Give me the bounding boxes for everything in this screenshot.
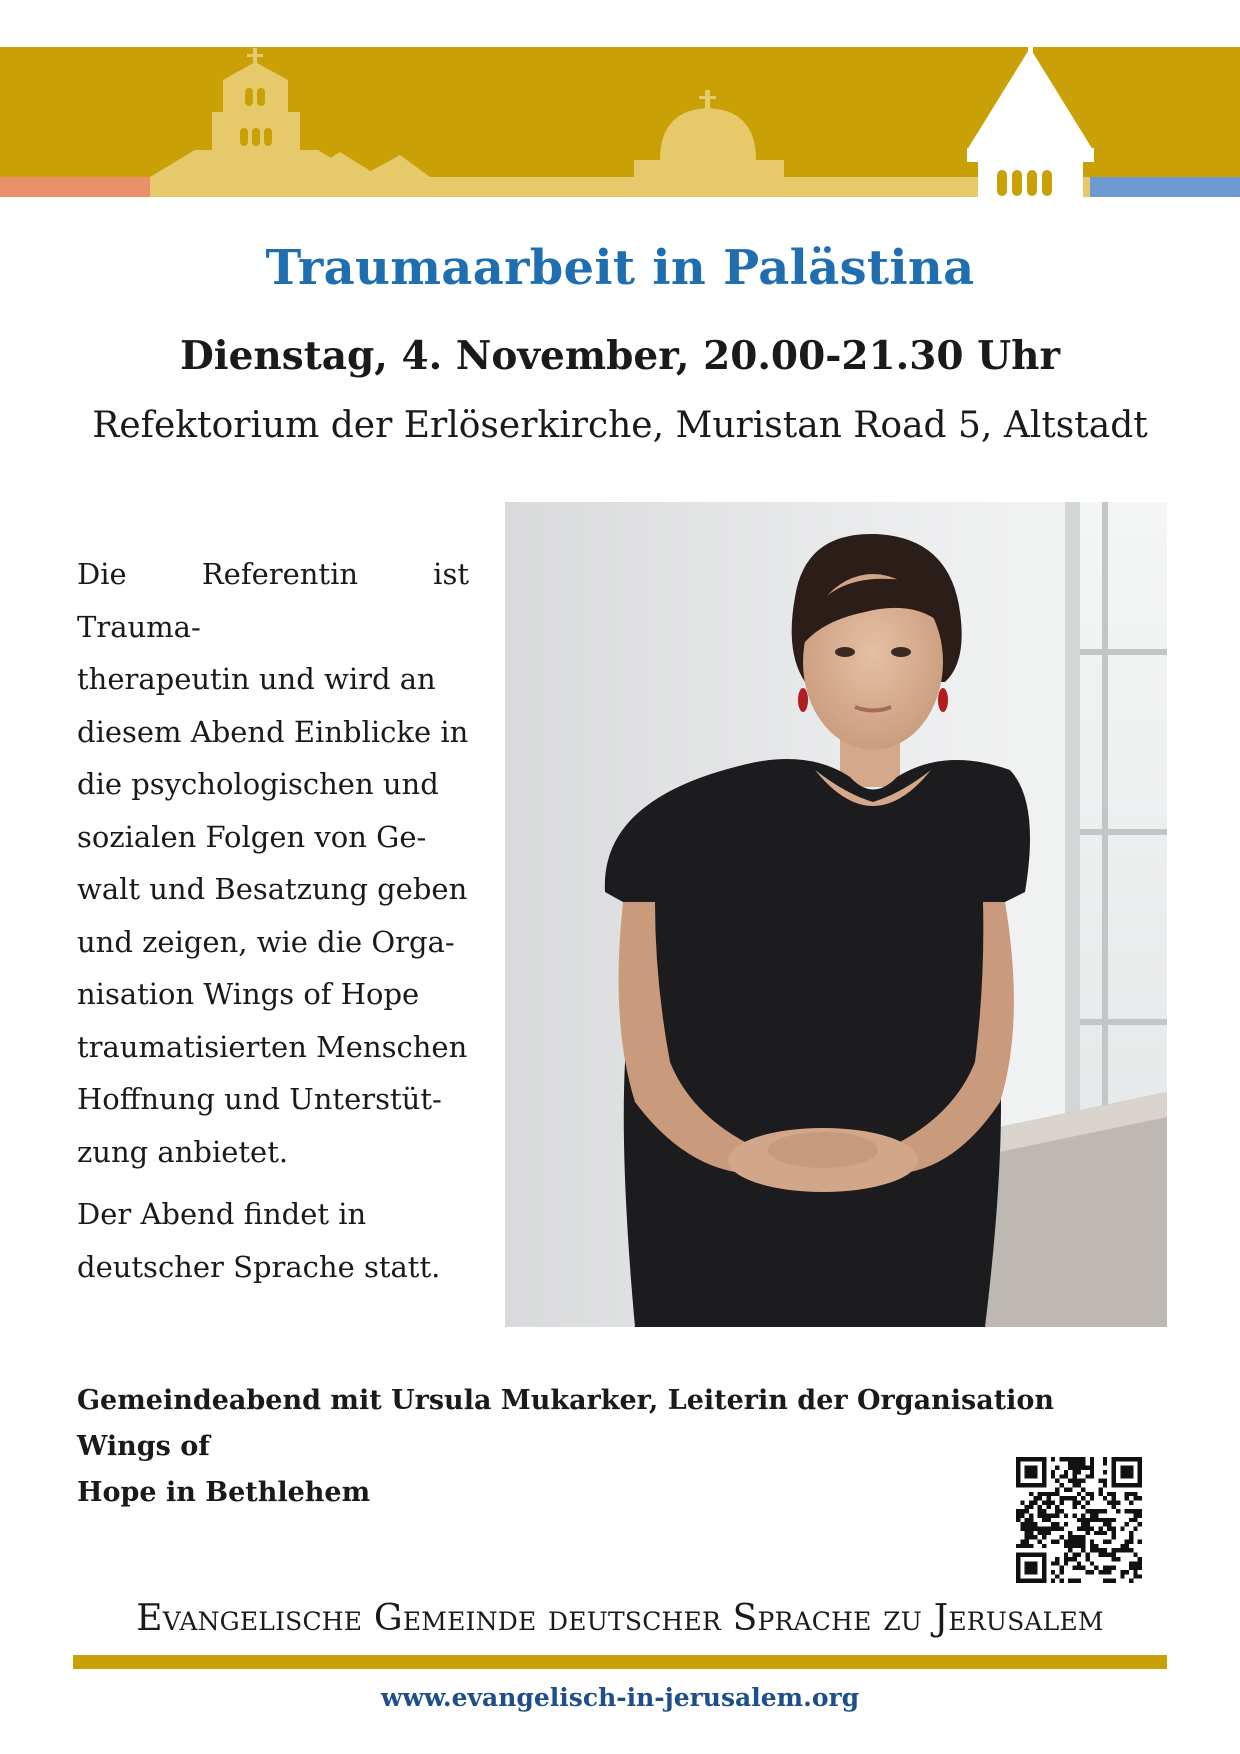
text-line: traumatisierten Menschen	[77, 1029, 468, 1064]
banner-blue-strip	[1090, 177, 1240, 197]
description-paragraph-2	[77, 1188, 469, 1293]
qr-code[interactable]	[1016, 1457, 1142, 1583]
organization-name: Evangelische Gemeinde deutscher Sprache zu Jerusalem	[136, 1598, 1104, 1639]
speaker-line-1: Gemeindeabend mit Ursula Mukarker, Leiterin der Organisation Wings of	[77, 1385, 1055, 1462]
text-line: therapeutin und wird an	[77, 662, 436, 696]
text-line: diesem Abend Einblicke in	[77, 714, 469, 749]
description-paragraph-1	[77, 548, 469, 1178]
website-link[interactable]: www.evangelisch-in-jerusalem.org	[380, 1683, 860, 1712]
text-line: nisation Wings of Hope	[77, 977, 420, 1011]
description-text	[77, 548, 469, 1293]
footer-gold-rule	[73, 1655, 1167, 1669]
text-line: zung anbietet.	[77, 1134, 289, 1169]
text-line: Die Referentin ist Trauma-	[77, 557, 469, 644]
text-line: die psychologischen und	[77, 767, 439, 801]
event-location: Refektorium der Erlöserkirche, Muristan Road 5, Altstadt	[92, 405, 1148, 446]
event-title: Traumaarbeit in Palästina	[265, 240, 975, 296]
text-line: und zeigen, wie die Orga-	[77, 924, 455, 959]
text-line: walt und Besatzung geben	[77, 872, 468, 906]
banner-coral-strip	[0, 177, 150, 197]
text-line: Der Abend findet in	[77, 1197, 367, 1231]
text-line: Hoffnung und Unterstüt-	[77, 1082, 442, 1116]
event-datetime: Dienstag, 4. November, 20.00-21.30 Uhr	[179, 333, 1061, 379]
speaker-info	[77, 1378, 1147, 1516]
text-line: sozialen Folgen von Ge-	[77, 819, 427, 854]
text-line: deutscher Sprache statt.	[77, 1249, 441, 1284]
header-banner	[0, 0, 1240, 205]
speaker-photo	[505, 502, 1167, 1327]
speaker-line-2: Hope in Bethlehem	[77, 1477, 371, 1508]
